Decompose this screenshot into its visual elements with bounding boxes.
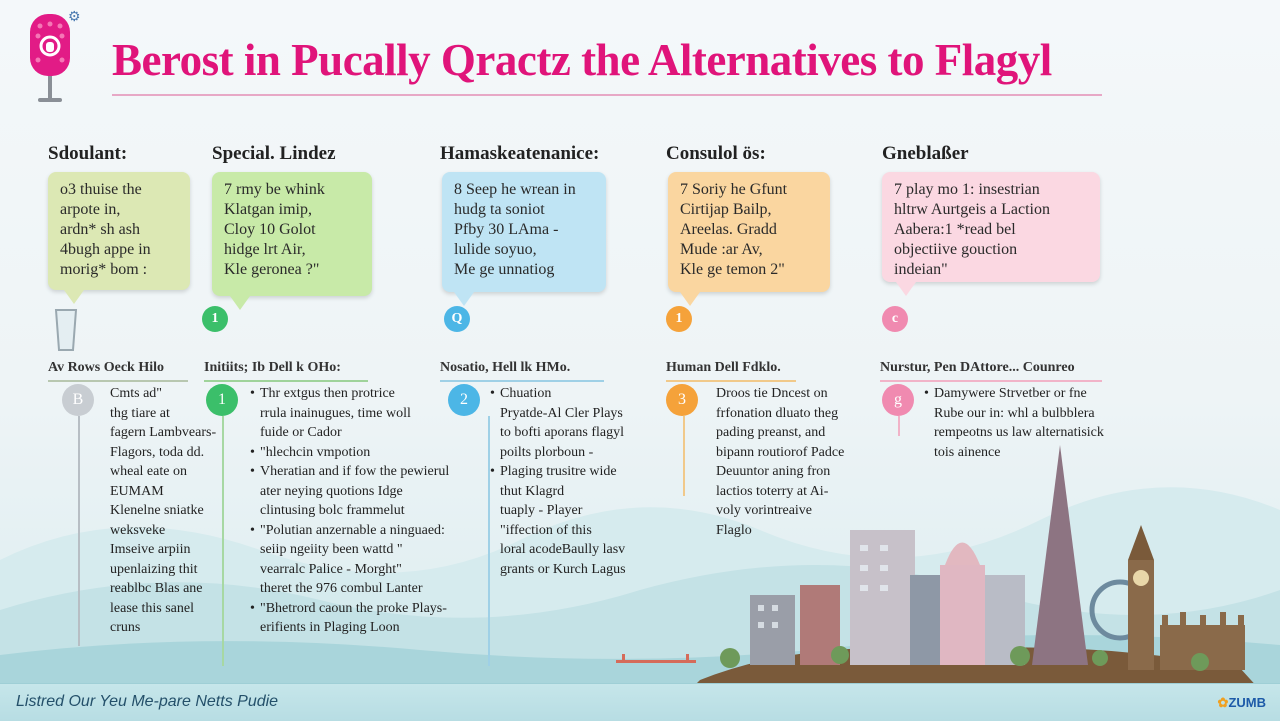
list-item: theret the 976 combul Lanter: [260, 581, 423, 596]
list-item: Flagors, toda dd.: [110, 444, 205, 460]
list-item: voly vorintreaive: [716, 503, 813, 518]
list-item: • "Polutian anzernable a ninguaed:: [260, 521, 449, 541]
column-4-bubble: [668, 172, 830, 292]
list-item: Cmts ad": [110, 386, 162, 401]
list-item: weksveke: [110, 522, 166, 538]
list-item: grants or Kurch Lagus: [500, 561, 626, 577]
list-item: • Vheratian and if fow the pewierul: [260, 462, 449, 482]
list-item: • "Bhetrord caoun the proke Plays-: [260, 599, 449, 619]
column-3-pin: Q: [444, 306, 470, 332]
list-item: thg tiare at: [110, 405, 170, 421]
column-2-subheading: Initiits; Ib Dell k OHo:: [204, 360, 341, 375]
column-1-rule: [48, 380, 188, 382]
list-item: lactios toterry at Ai-: [716, 483, 829, 499]
list-item: • Chuation: [500, 384, 626, 404]
column-5-list: [934, 384, 1104, 462]
list-item: clintusing bolc frammelut: [260, 503, 405, 518]
bubble-line: morig* bom :: [60, 261, 148, 278]
column-5-pin: c: [882, 306, 908, 332]
list-item: loral acodeBaully lasv: [500, 542, 626, 557]
bubble-line: 8 Seep he wrean in: [454, 181, 576, 198]
list-item: • Plaging trusitre wide: [500, 462, 626, 482]
bubble-line: hidge lrt Air,: [224, 241, 306, 258]
list-item: tuaply - Player: [500, 503, 583, 518]
column-2-rule: [204, 380, 368, 382]
list-item: bipann routiorof Padce: [716, 444, 845, 460]
column-1-list: [110, 384, 216, 638]
column-3-bubble: [442, 172, 606, 292]
column-2-heading: Special. Lindez: [212, 143, 336, 164]
column-2-pin: 1: [202, 306, 228, 332]
bubble-line: o3 thuise the: [60, 181, 142, 198]
bubble-line: 7 rmy be whink: [224, 181, 325, 198]
list-item: upenlaizing thit: [110, 561, 198, 577]
column-3-heading: Hamaskeatenanice:: [440, 143, 600, 164]
bubble-line: indeian": [894, 261, 948, 278]
list-item: ater neying quotions Idge: [260, 483, 403, 499]
bubble-line: Kle ge temon 2": [680, 261, 785, 278]
bubble-tail: [230, 296, 250, 310]
list-item: • "hlechcin vmpotion: [260, 443, 449, 463]
footer-brand: [1218, 695, 1266, 711]
bubble-line: hudg ta soniot: [454, 201, 545, 218]
list-item: vearralc Palice - Morght": [260, 561, 402, 577]
column-5-marker: g: [882, 384, 914, 416]
column-4-subheading: Human Dell Fdklo.: [666, 360, 781, 375]
list-item: Pryatde-Al Cler Plays: [500, 405, 623, 421]
bubble-line: lulide soyuo,: [454, 241, 537, 258]
column-2-bubble: [212, 172, 372, 296]
column-4-connector: [683, 416, 685, 496]
footer-bar: [0, 683, 1280, 721]
list-item: lease this sanel: [110, 600, 194, 616]
bubble-line: 4bugh appe in: [60, 241, 151, 258]
list-item: fagern Lambvears-: [110, 425, 217, 440]
list-item: frfonation dluato theg: [716, 405, 839, 421]
column-2-connector: [222, 416, 224, 666]
list-item: • Thr extgus then protrice: [260, 384, 449, 404]
bubble-line: Aabera:1 *read bel: [894, 221, 1016, 238]
column-3-rule: [440, 380, 604, 382]
page-title: Berost in Pucally Qractz the Alternatives to Flagyl: [112, 35, 1052, 85]
bubble-line: 7 play mo 1: insestrian: [894, 181, 1040, 198]
bubble-line: ardn* sh ash: [60, 221, 140, 238]
column-4-pin: 1: [666, 306, 692, 332]
column-3-connector: [488, 416, 490, 666]
list-item: pading preanst, and: [716, 425, 826, 440]
column-1-heading: Sdoulant:: [48, 143, 128, 164]
column-5-bubble: [882, 172, 1100, 282]
list-item: reablbc Blas ane: [110, 581, 203, 596]
list-item: wheal eate on: [110, 464, 187, 479]
list-item: Flaglo: [716, 522, 752, 538]
list-item: fuide or Cador: [260, 425, 342, 440]
bubble-line: 7 Soriy he Gfunt: [680, 181, 788, 198]
bubble-line: Mude :ar Av,: [680, 241, 763, 258]
bubble-tail: [680, 292, 700, 306]
bubble-line: Areelas. Gradd: [680, 221, 777, 238]
column-1-bubble: [48, 172, 190, 290]
bubble-tail: [454, 292, 474, 306]
list-item: rrula inainugues, time woll: [260, 405, 411, 421]
bubble-line: Pfby 30 LAma -: [454, 221, 559, 238]
list-item: poilts plorboun -: [500, 444, 594, 460]
list-item: • Damywere Strvetber or fne: [934, 384, 1104, 404]
column-3-list: [500, 384, 626, 579]
list-item: EUMAM: [110, 483, 164, 499]
column-1-marker: B: [62, 384, 94, 416]
column-4-list: [716, 384, 844, 540]
bubble-line: Cirtijap Bailp,: [680, 201, 772, 218]
list-item: Deuuntor aning fron: [716, 464, 831, 479]
list-item: Klenelne sniatke: [110, 503, 204, 518]
column-5-connector: [898, 416, 900, 436]
column-3-marker: 2: [448, 384, 480, 416]
column-3-subheading: Nosatio, Hell lk HMo.: [440, 360, 571, 375]
bubble-line: Klatgan imip,: [224, 201, 312, 218]
footer-text: Listred Our Yeu Me-pare Netts Pudie: [16, 693, 279, 710]
microphone-logo-icon: [24, 12, 76, 108]
list-item: thut Klagrd: [500, 483, 565, 499]
bubble-line: arpote in,: [60, 201, 121, 218]
list-item: seiip ngeiity been wattd ": [260, 542, 403, 557]
column-4-heading: Consulol ös:: [666, 143, 766, 164]
glass-icon: [54, 306, 78, 354]
list-item: cruns: [110, 620, 141, 635]
bubble-line: Kle geronea ?": [224, 261, 320, 278]
list-item: Imseive arpiin: [110, 542, 191, 557]
column-4-rule: [666, 380, 796, 382]
bubble-tail: [896, 282, 916, 296]
bubble-tail: [64, 290, 84, 304]
list-item: tois ainence: [934, 444, 1001, 460]
list-item: to bofti aporans flagyl: [500, 425, 625, 440]
column-4-marker: 3: [666, 384, 698, 416]
list-item: erifients in Plaging Loon: [260, 620, 400, 635]
brand-name: ZUMB: [1228, 695, 1266, 710]
brand-mark-icon: ✿: [1217, 695, 1229, 710]
list-item: Droos tie Dncest on: [716, 386, 828, 401]
column-2-marker: 1: [206, 384, 238, 416]
list-item: "iffection of this: [500, 522, 592, 538]
gear-icon: ⚙: [68, 8, 81, 24]
column-5-subheading: Nurstur, Pen DAttore... Counreo: [880, 360, 1075, 375]
bubble-line: objectiive gouction: [894, 241, 1018, 258]
bubble-line: Cloy 10 Golot: [224, 221, 316, 238]
column-5-heading: Gneblaßer: [882, 143, 969, 164]
bubble-line: hltrw Aurtgeis a Laction: [894, 201, 1050, 218]
column-1-connector: [78, 416, 80, 646]
list-item: Rube our in: whl a bulbblera: [934, 405, 1095, 421]
bubble-line: Me ge unnatiog: [454, 261, 555, 278]
column-5-rule: [880, 380, 1102, 382]
title-divider: [112, 94, 1102, 96]
list-item: rempeotns us law alternatisick: [934, 425, 1104, 440]
column-1-subheading: Av Rows Oeck Hilo: [48, 360, 165, 375]
column-2-list: [260, 384, 449, 638]
bridge-illustration: [616, 652, 696, 666]
